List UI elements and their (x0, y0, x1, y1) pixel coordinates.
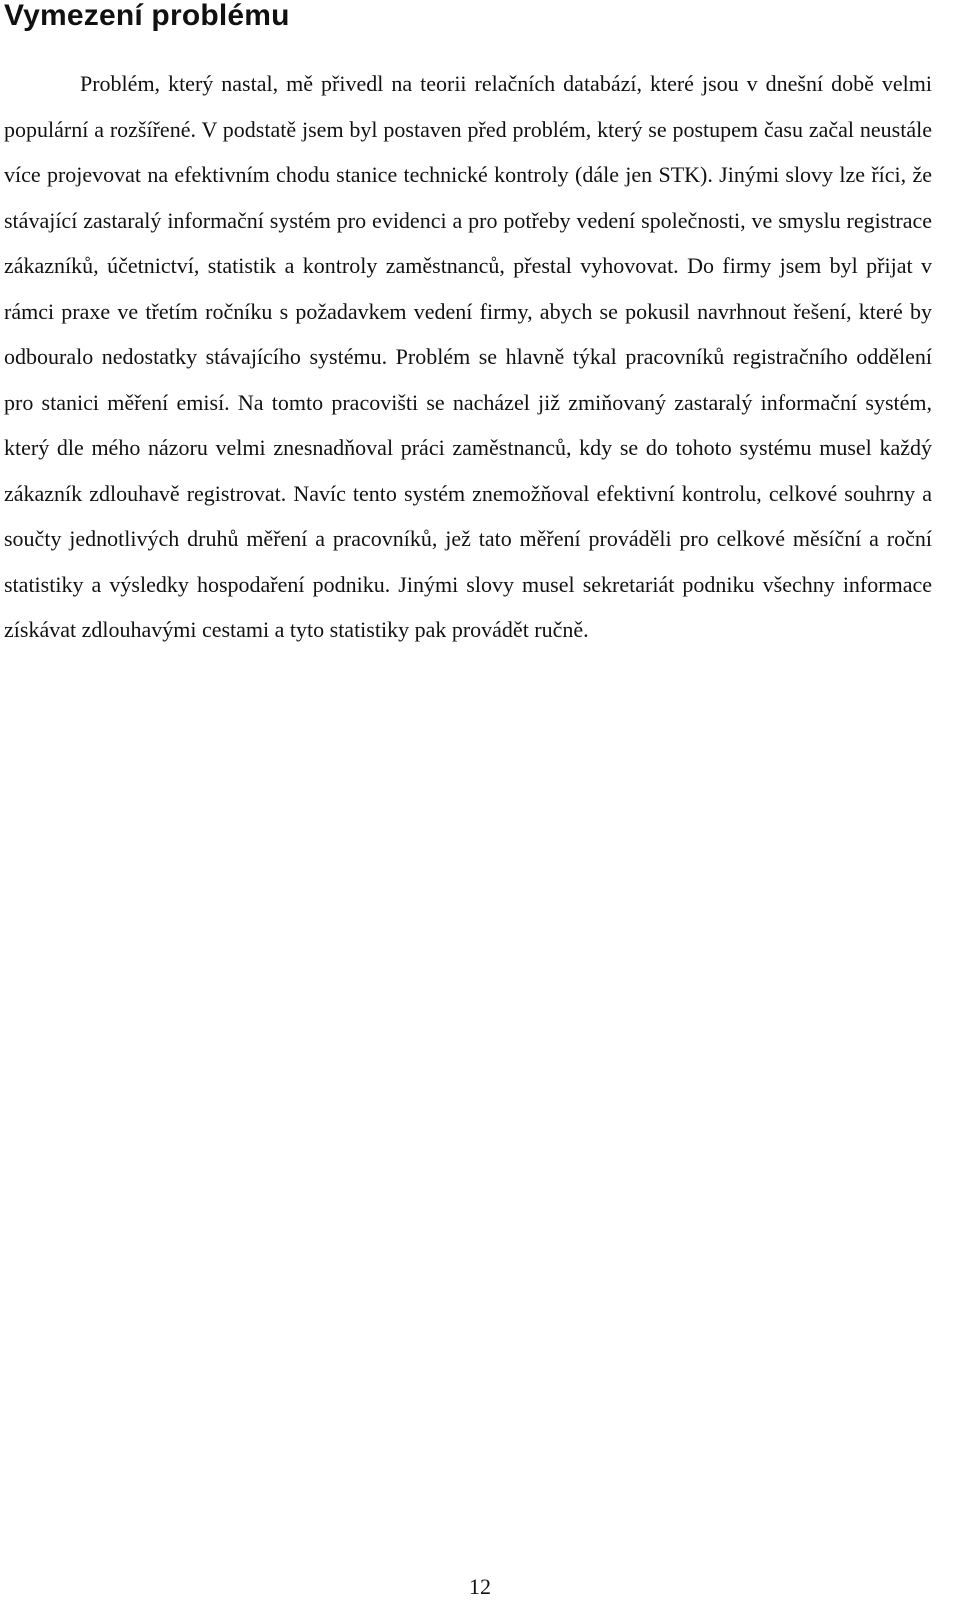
page-number: 12 (469, 1574, 491, 1599)
body-paragraph: Problém, který nastal, mě přivedl na teorii relačních databází, které jsou v dnešní době velmi populární a rozšířené. V podstatě jsem byl postaven před problém, který se postupem času začal neustále více projevovat na efektivním chodu stanice technické kontroly (dále jen STK). Jinými slovy lze říci, že stávající zastaralý informační systém pro evidenci a pro potřeby vedení společnosti, ve smyslu registrace zákazníků, účetnictví, statistik a kontroly zaměstnanců, přestal vyhovovat. Do firmy jsem byl přijat v rámci praxe ve třetím ročníku s požadavkem vedení firmy, abych se pokusil navrhnout řešení, které by odbouralo nedostatky stávajícího systému. Problém se hlavně týkal pracovníků registračního oddělení pro stanici měření emisí. Na tomto pracovišti se nacházel již zmiňovaný zastaralý informační systém, který dle mého názoru velmi znesnadňoval práci zaměstnanců, kdy se do tohoto systému musel každý zákazník zdlouhavě registrovat. Navíc tento systém znemožňoval efektivní kontrolu, celkové souhrny a součty jednotlivých druhů měření a pracovníků, jež tato měření prováděli pro celkové měsíční a roční statistiky a výsledky hospodaření podniku. Jinými slovy musel sekretariát podniku všechny informace získávat zdlouhavými cestami a tyto statistiky pak provádět ručně. (4, 71, 932, 642)
section-heading: Vymezení problému (4, 0, 290, 32)
